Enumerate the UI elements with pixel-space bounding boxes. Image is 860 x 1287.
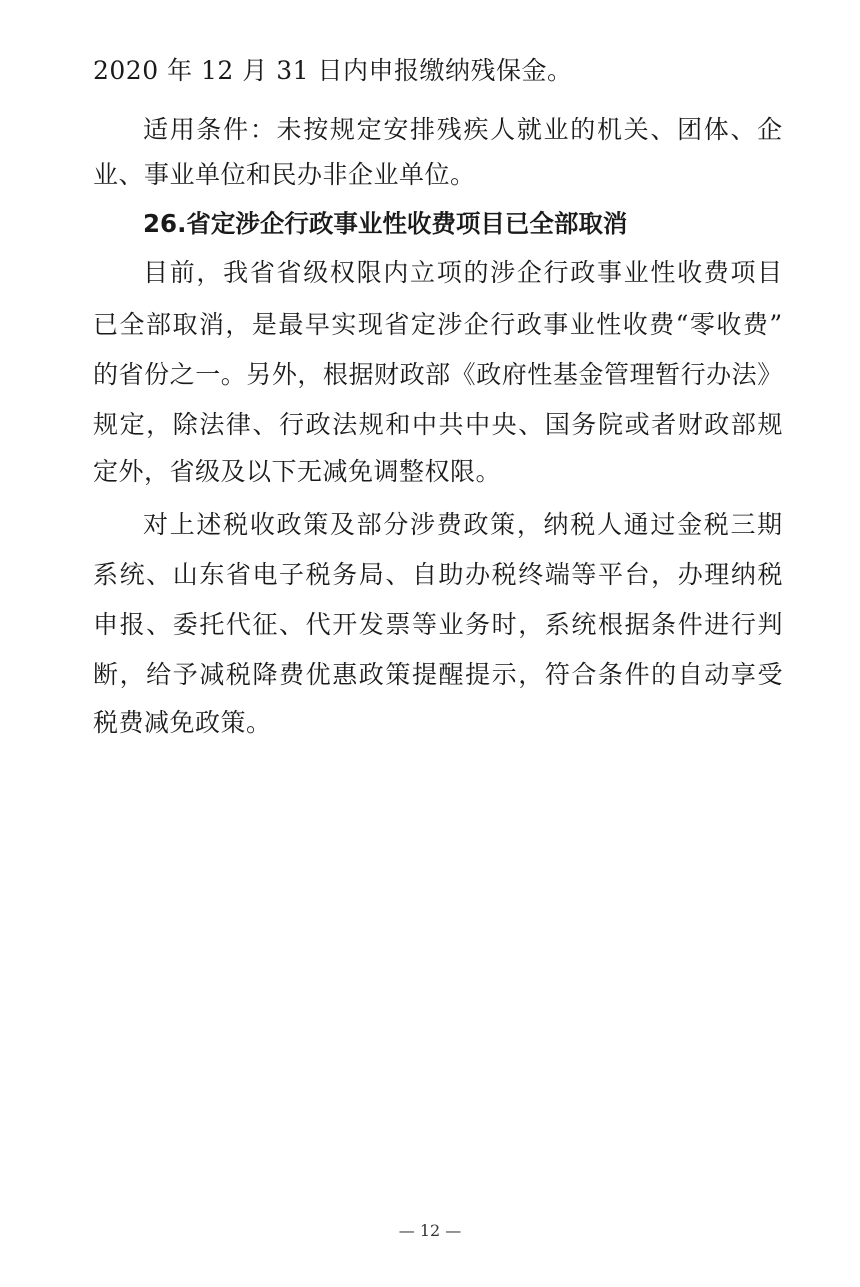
text-line: 2020 年 12 月 31 日内申报缴纳残保金。 xyxy=(93,56,573,85)
text-line: 申 报 、 委 托 代 征 、 代 开 发 票 等 业 务 时 ， 系 统 根 据 条 件 进 行 判 xyxy=(93,610,783,639)
text-line: 定外，省级及以下无减免调整权限。 xyxy=(93,457,502,486)
section-heading: 26.省定涉企行政事业性收费项目已全部取消 xyxy=(143,209,628,238)
text-line: 系 统 、 山 东 省 电 子 税 务 局 、 自 助 办 税 终 端 等 平 台 ， 办 理 纳 税 xyxy=(93,560,783,589)
text-line: 的 省 份 之 一 。 另 外 ， 根 据 财 政 部 《 政 府 性 基 金 管 理 暂 行 办 法 》 xyxy=(93,360,783,389)
text-line: 断 ， 给 予 减 税 降 费 优 惠 政 策 提 醒 提 示 ， 符 合 条 件 的 自 动 享 受 xyxy=(93,660,783,689)
text-line: 适 用 条 件 ： 未 按 规 定 安 排 残 疾 人 就 业 的 机 关 、 团 体 、 企 xyxy=(143,115,783,144)
page-number: — 12 — xyxy=(398,1221,462,1240)
text-line: 目 前 ， 我 省 省 级 权 限 内 立 项 的 涉 企 行 政 事 业 性 收 费 项 目 xyxy=(143,258,783,287)
text-line: 已 全 部 取 消 ， 是 最 早 实 现 省 定 涉 企 行 政 事 业 性 收 费 “ 零 收 费 ” xyxy=(93,310,783,339)
text-line: 业、事业单位和民办非企业单位。 xyxy=(93,160,476,189)
text-line: 税费减免政策。 xyxy=(93,708,272,737)
text-line: 规 定 ， 除 法 律 、 行 政 法 规 和 中 共 中 央 、 国 务 院 或 者 财 政 部 规 xyxy=(93,410,783,439)
text-line: 对 上 述 税 收 政 策 及 部 分 涉 费 政 策 ， 纳 税 人 通 过 金 税 三 期 xyxy=(143,510,783,539)
